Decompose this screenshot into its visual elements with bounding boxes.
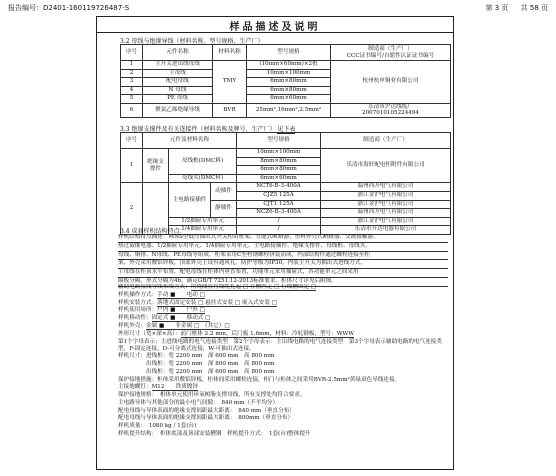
spec-value: M12 铁质镀锌 <box>151 384 198 391</box>
cell: 1/2抽屉专用单元 <box>169 217 237 226</box>
bottom-line: 样机质量： 1080 kg / 1套(台) <box>118 423 197 430</box>
cell: 6 <box>121 103 143 117</box>
spec-label: 样机操作方式： <box>118 291 158 298</box>
table-row <box>121 183 451 192</box>
cell: 1 <box>121 61 143 70</box>
spec-row <box>118 331 448 339</box>
cell: 10mm×100mm <box>247 69 331 78</box>
cell: 1 <box>121 149 143 183</box>
spec-row <box>118 323 448 331</box>
protection-measure: 保护接地措施：柜体采用敷铝锌板，柜体间采用螺栓连接，柜门与柜体之间采用BVR-2.5mm²黄绿双色导线连接。 <box>118 376 401 383</box>
cell: 10mm×100mm <box>237 149 321 158</box>
cell: 6mm×80mm <box>247 78 331 87</box>
cell: 杭州杭申铜业有限公司 <box>331 61 451 104</box>
cell: 6mm×60mm <box>237 174 321 183</box>
spec-row <box>118 315 448 323</box>
dimension-row: 样机尺寸：进线柜：宽 2200 mm 深 600 mm 高 800 mm <box>118 353 275 360</box>
spec-label: 样机外壳： <box>118 322 146 329</box>
table-row <box>121 103 451 117</box>
report-number: 报告编号：D2401-160119726487-S <box>8 4 130 12</box>
bottom-line: 样机提升结构： 柜体底部及顶部安装槽钢 样机提升方式： 1套(台)整体提升 <box>118 430 311 437</box>
spec-row <box>118 284 448 292</box>
spec-value: 用绕线管将线缆扎起 □ 在槽内走 □ 行线槽固定 □ <box>190 284 317 290</box>
section-3-3-title: 3.3 绝缘支撑件及有关连接件（材料名称及牌号、生产厂） <box>120 126 276 133</box>
cell: NCZ6-B-3-400A <box>237 209 321 218</box>
cell: CJZ5 125A <box>237 191 321 200</box>
cell: 温州西开电气有限公司 <box>321 183 451 192</box>
cell: 配电母线 <box>143 78 213 87</box>
description-line: 主母线在柜顶水平布置，配电母线在柜体内垂直布置，功能单元采用抽屉式，各功能单元之间采用 <box>118 269 448 278</box>
spec-label: 辅助电路接线导线布线方式： <box>118 284 191 290</box>
cell: TMY <box>213 61 247 104</box>
page-header <box>8 3 548 14</box>
cell: 静插件 <box>211 200 237 217</box>
table-row <box>121 149 451 158</box>
cell: 浙江金沪电气有限公司 <box>321 191 451 200</box>
cell: 浙江金沪电气有限公司 <box>321 200 451 209</box>
col-header: 型号规格 <box>237 133 321 149</box>
spec-value: 金属 ■ 非金属 □ （其它）□ <box>145 322 230 329</box>
insulation-table <box>120 132 451 235</box>
cell: 乐清市海轩配电柜附件有限公司 <box>321 149 451 183</box>
cell: BVR <box>213 103 247 117</box>
page-number-group <box>476 3 549 13</box>
cell: 1/4抽屉专用单元 <box>169 226 237 235</box>
bottom-line: 主电路导体与其他部分的最小电气间隙： 840 mm（不平均分） <box>118 399 279 406</box>
col-header: 制造商（生产厂） <box>321 133 451 149</box>
spec-row <box>118 384 448 392</box>
spec-value: 前门框体 2.2 mm，后门板 1.6mm，材料：冷轧钢板，型号：WWW <box>180 330 354 337</box>
cell: 25mm²,16mm²,2.5mm² <box>247 103 331 117</box>
cell: 6mm×60mm <box>247 95 331 104</box>
page-number: 第 3 页 <box>485 4 509 12</box>
cell: 浙江金沪电气有限公司 <box>321 217 451 226</box>
cell: 2 <box>121 69 143 78</box>
total-pages: 共 58 页 <box>520 4 548 12</box>
cell: 动插件 <box>211 183 237 200</box>
bottom-line: 保护接地规格： 相体单元使用环氧树脂支撑母线，所有支撑处均符合要求。 <box>118 391 306 398</box>
spec-value: 手动 ■ 电动 □ <box>157 291 205 298</box>
cell: 8mm×80mm <box>237 157 321 166</box>
description-line: 母线、铜排、N母线、PE母线等组成，柜架采用C型材钢螺栓拼装而成，内部结构件通过螺栓连接至柜 <box>118 252 448 261</box>
dimension-row: 出线柜：宽 2200 mm 深 600 mm 高 800 mm <box>118 368 275 375</box>
cell: NCT6-B-3-400A <box>237 183 321 192</box>
bottom-line: 配电母线与导体表面的绝缘支撑间距最大距离： 840 mm（垂直分布） <box>118 407 295 414</box>
spec-value: 户内 ■ 户外 □ <box>157 307 205 314</box>
cell: PE 母线 <box>143 95 213 104</box>
col-header: 序号 <box>121 45 143 61</box>
cell: 主开关进出线母线 <box>143 61 213 70</box>
structure-description <box>118 234 448 287</box>
spec-label: 样机安装方式： <box>118 299 158 306</box>
cell: 母线夹(DMC料) <box>169 174 237 183</box>
table-row <box>121 61 451 70</box>
spec-label: 样机使用场所： <box>118 307 158 314</box>
col-header: 元件及材料名称 <box>143 133 237 149</box>
bottom-line: 配电母线与导体表面的绝缘支撑间距最大距离： 800mm（垂直分布） <box>118 415 294 422</box>
table-header-row <box>121 45 451 61</box>
cell: 6mm×80mm <box>247 86 331 95</box>
cell: / <box>237 226 321 235</box>
cell: (10mm×60mm)×2根 <box>247 61 331 70</box>
cell: 乐清市开达电器有限公司 <box>321 226 451 235</box>
section-3-4-heading: 3.4 成套样机结构特点： <box>120 228 186 235</box>
spec-label: 样机移动性： <box>118 315 152 322</box>
description-line: 隔板分隔，形式分隔为4b，满足GB/T 7251.12-2013标准要求。柜体尺寸详见后附图。 <box>118 278 448 287</box>
dimension-row: 出线柜：宽 2200 mm 深 800 mm 高 800 mm <box>118 361 275 368</box>
section-3-3-suffix: 见下表 <box>277 126 296 133</box>
col-header: 材料名称 <box>213 45 247 61</box>
type-description: 第1个字母表示：主进线电路的电气连接类型 第2个字母表示：主出线电路的电气连接类型 第3个字母表示辅助电路的电气连接类型，F-固定连接，D-可分离式连接，W-可抽出式连接。 <box>118 338 442 352</box>
page-title: 样品描述及说明 <box>229 22 321 33</box>
cell: / <box>237 217 321 226</box>
spec-value: 固定式 ■ 移动式 □ <box>151 315 211 322</box>
col-header: 元件名称 <box>143 45 213 61</box>
description-line: 样机结构特点描述：MNS型低压抽出式开关柜由框架、万能式断路器、塑料外壳式断路器、交流接触器、 <box>118 234 448 243</box>
description-line: 架，外壳采用敷铝锌板，顶部外壳上设有通风孔，防护等级为IP30，内装主开关为抽出式进线方式， <box>118 260 448 269</box>
cell: 3 <box>121 78 143 87</box>
table-row <box>121 217 451 226</box>
col-header: 序号 <box>121 133 143 149</box>
cell: 主电路接插件 <box>169 183 211 217</box>
spec-label: 主接地螺钉： <box>118 384 152 391</box>
cell: 2 <box>121 183 143 235</box>
cell: 4 <box>121 86 143 95</box>
cell: N 母线 <box>143 86 213 95</box>
title-divider <box>96 32 454 33</box>
cell: 绝缘支撑件 <box>143 149 169 183</box>
cell: 温州西开电气有限公司 <box>321 209 451 218</box>
busbar-table <box>120 44 451 118</box>
col-header: 型号规格 <box>247 45 331 61</box>
description-line: 热过载继电器、1/2抽屉专用单元、1/4抽屉专用单元、主电路接插件、绝缘支撑件、母线框、母线夹、 <box>118 243 448 252</box>
cell: 乐清市沪达线缆厂 2007010105224494 <box>331 103 451 117</box>
spec-label: 外形尺寸（宽×深×高）： <box>118 330 181 337</box>
cell: CJT1 125A <box>237 200 321 209</box>
spec-row <box>118 292 448 300</box>
spec-value: 落地式固定安装 □ 悬挂式安装 □ 嵌入式安装 □ <box>157 299 278 306</box>
cell: 聚氯乙烯绝缘导线 <box>143 103 213 117</box>
section-3-2-heading: 3.2 母线与绝缘导线（材料名称、型号规格、生产厂） <box>120 38 264 45</box>
table-header-row <box>121 133 451 149</box>
spec-items <box>118 284 448 439</box>
cell: 5 <box>121 95 143 104</box>
cell: 6mm×80mm <box>237 166 321 175</box>
col-header: 制造商（生产厂） CCC证书编号/自愿性认证证书编号 <box>331 45 451 61</box>
cell: 母线框(DMC料) <box>169 149 237 175</box>
cell: 主母线 <box>143 69 213 78</box>
